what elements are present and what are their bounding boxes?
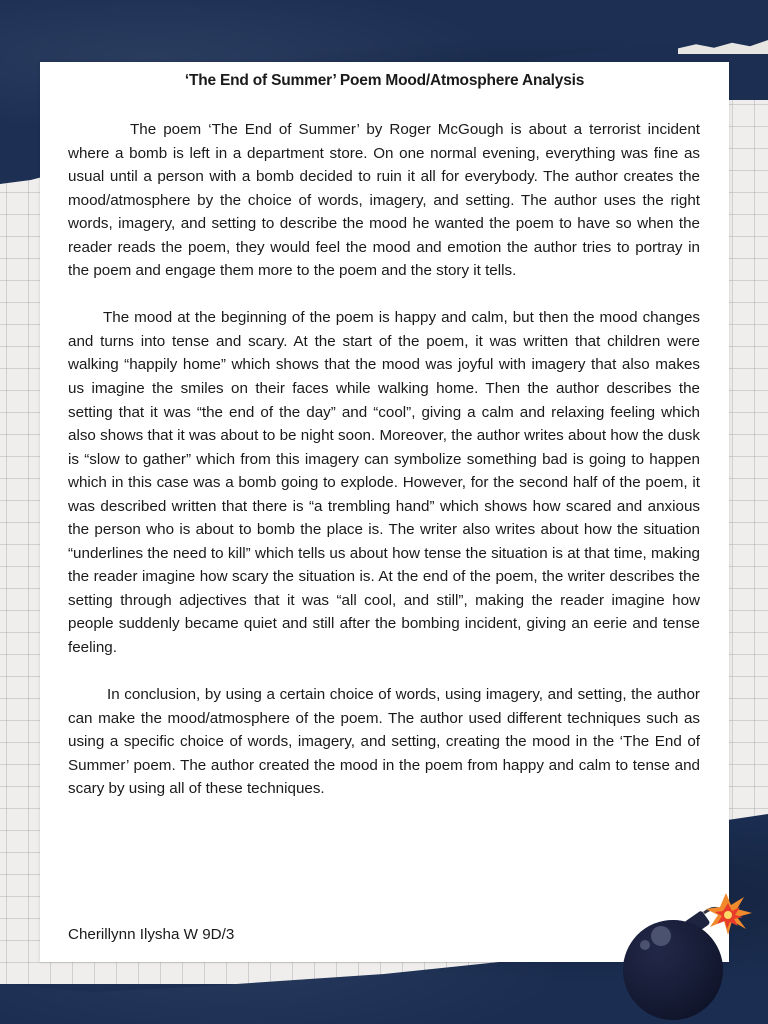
essay-sheet xyxy=(40,62,729,962)
essay-body xyxy=(68,118,700,824)
page-title: ‘The End of Summer’ Poem Mood/Atmosphere Analysis xyxy=(184,72,585,89)
bomb-icon xyxy=(618,885,768,1024)
paragraph-intro: The poem ‘The End of Summer’ by Roger McGough is about a terrorist incident where a bomb is left in a department store. On one normal evening, everything was fine as usual until a person with a bomb decided to ruin it all for everybody. The author creates the mood/atmosphere by the choice of words, imagery, and setting. The author uses the right words, imagery, and setting to describe the mood he wanted the poem to have so when the reader reads the poem, they would feel the mood and emotion the author tries to portray in the poem and engage them more to the poem and the story it tells. xyxy=(68,121,700,280)
paragraph-analysis: The mood at the beginning of the poem is happy and calm, but then the mood changes and turns into tense and scary. At the start of the poem, it was written that children were walking “happily home” which shows that the mood was joyful with imagery that also makes us imagine the smiles on their faces while walking home. Then the author describes the setting that it was “the end of the day” and “cool”, giving a calm and relaxing feeling which also shows that it was about to be night soon. Moreover, the author writes about how the dusk is “slow to gather” which from this imagery can symbolize something bad is going to happen which in this case was a bomb going to explode. However, for the second half of the poem, it was described written that there is “a trembling hand” which shows how scared and anxious the person who is about to bomb the place is. The writer also writes about how the situation “underlines the need to kill” which tells us about how tense the situation is at that time, making the reader imagine how scary the situation is. At the end of the poem, the writer describes the setting through adjectives that it was “all cool, and still”, making the reader imagine how people suddenly became quiet and still after the bombing incident, giving an eerie and tense feeling. xyxy=(68,309,700,656)
author-signature: Cherillynn Ilysha W 9D/3 xyxy=(68,926,235,943)
paragraph-conclusion: In conclusion, by using a certain choice of words, using imagery, and setting, the author can make the mood/atmosphere of the poem. The author used different techniques such as using a specific choice of words, imagery, and setting, creating the mood in the ‘The End of Summer’ poem. The author created the mood in the poem from happy and calm to tense and scary by using all of these techniques. xyxy=(68,686,700,798)
